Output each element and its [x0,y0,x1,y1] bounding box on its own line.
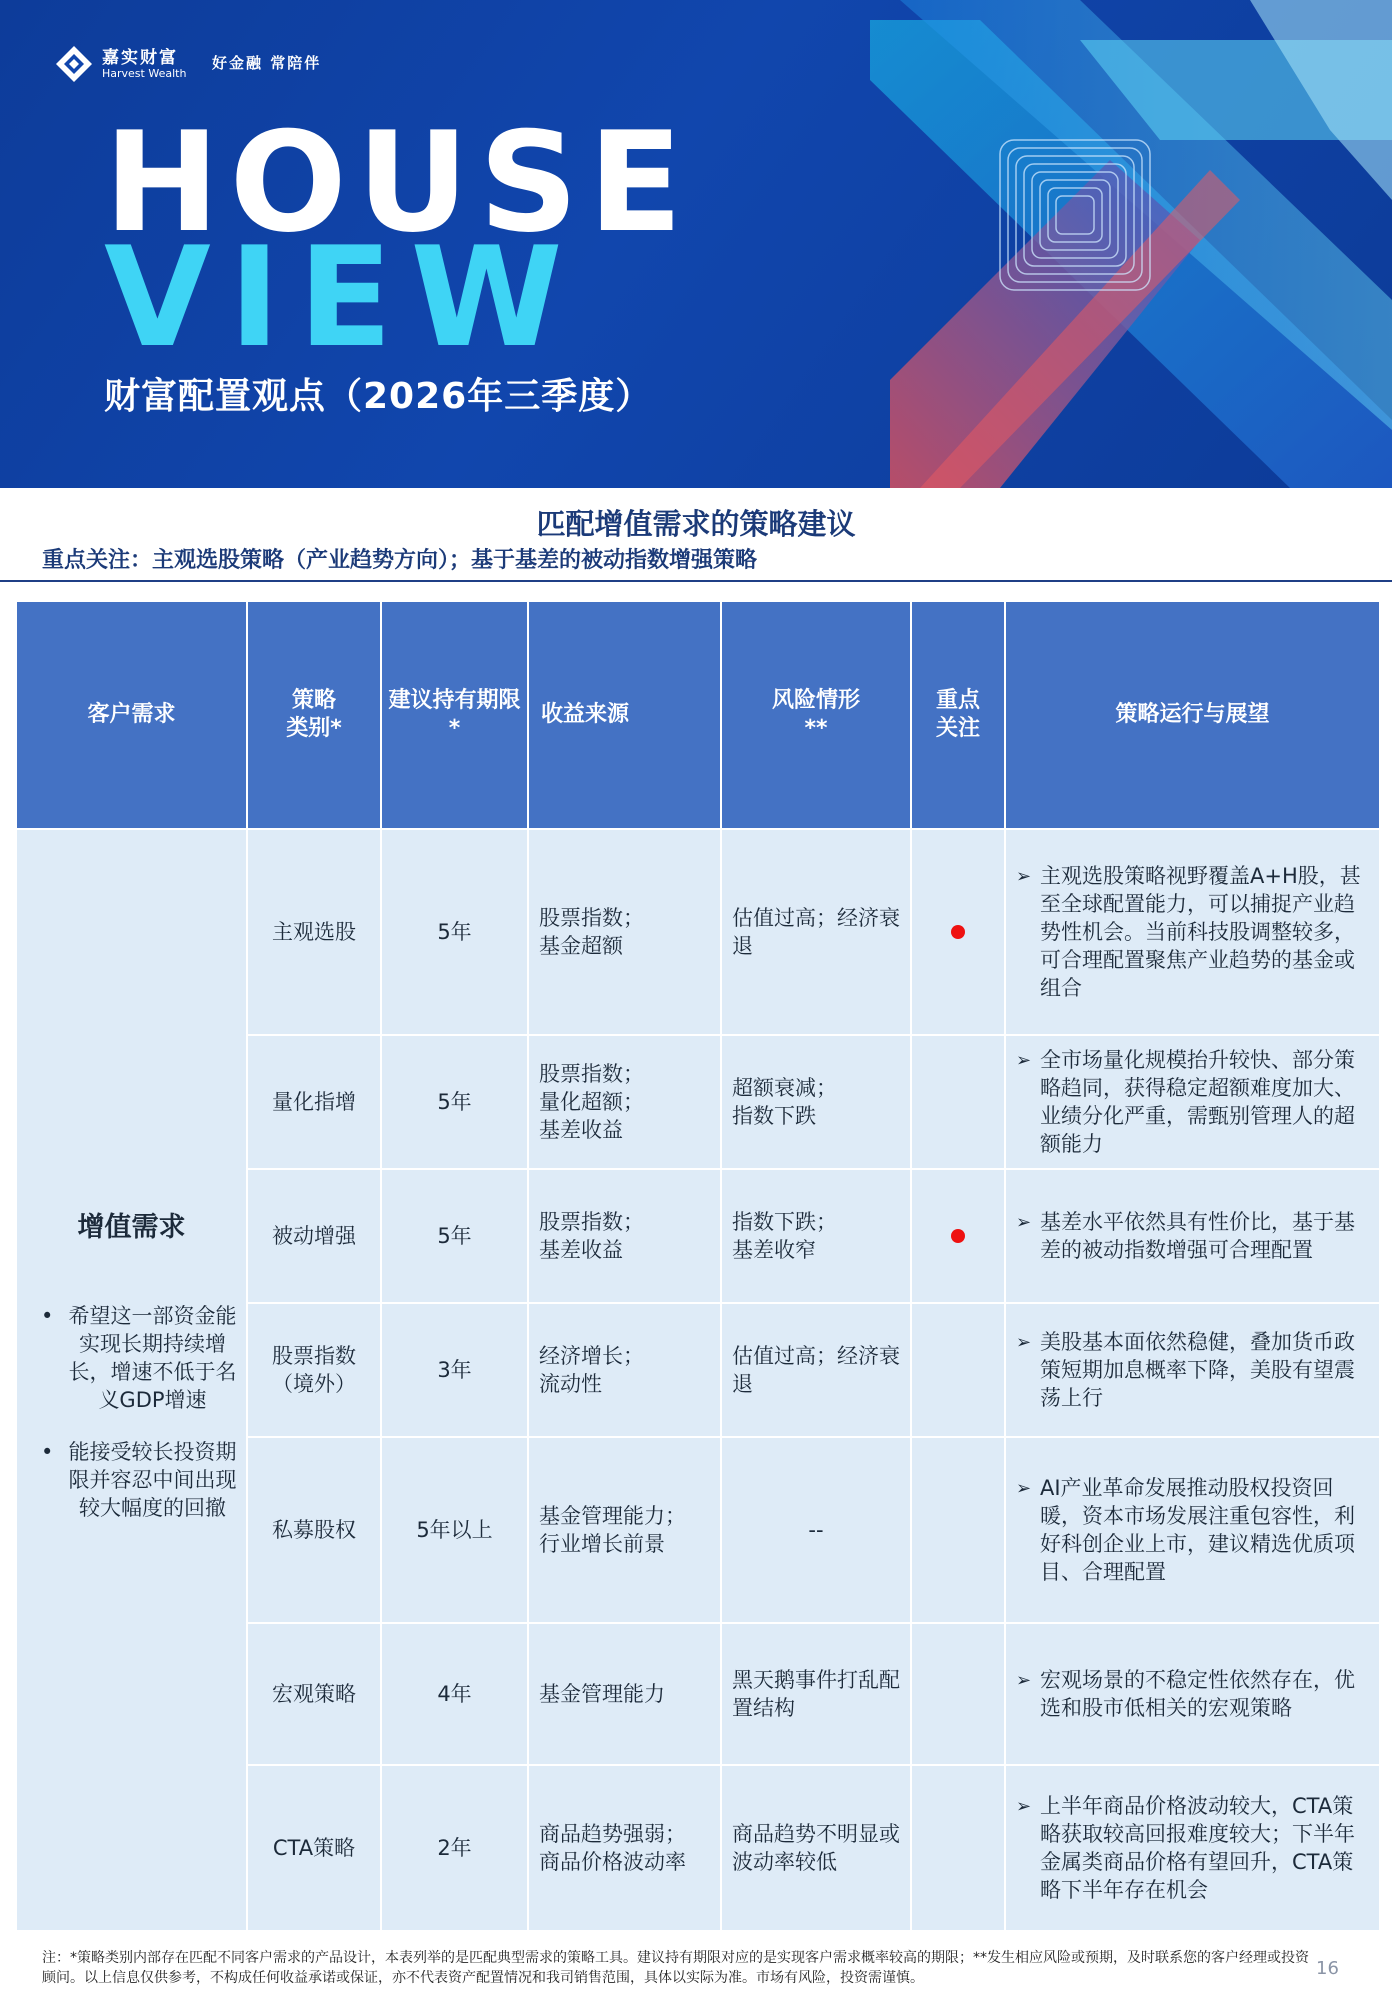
focus-dot-icon [951,925,965,939]
type-cell: 私募股权 [247,1437,381,1623]
type-cell: 被动增强 [247,1169,381,1303]
period-cell: 5年 [381,1169,528,1303]
strategy-table [15,600,1381,1932]
type-cell: CTA策略 [247,1765,381,1931]
risk-cell: 指数下跌； 基差收窄 [721,1169,911,1303]
arrow-bullet-icon: ➢ [1016,866,1032,887]
table-row [16,829,1380,1035]
risk-cell: 黑天鹅事件打乱配置结构 [721,1623,911,1765]
focus-cell [911,1169,1005,1303]
header-period: 建议持有期限* [381,601,528,829]
arrow-bullet-icon: ➢ [1016,1796,1032,1817]
source-cell: 基金管理能力 [528,1623,721,1765]
banner-title-view: VIEW [104,217,581,378]
risk-cell: 估值过高；经济衰退 [721,829,911,1035]
risk-cell: 估值过高；经济衰退 [721,1303,911,1437]
slogan: 好金融 常陪伴 [212,54,322,72]
type-cell: 股票指数（境外） [247,1303,381,1437]
type-cell: 主观选股 [247,829,381,1035]
arrow-bullet-icon: ➢ [1016,1332,1032,1353]
outlook-cell: ➢ 宏观场景的不稳定性依然存在，优选和股市低相关的宏观策略 [1005,1623,1380,1765]
outlook-cell: ➢ 基差水平依然具有性价比，基于基差的被动指数增强可合理配置 [1005,1169,1380,1303]
risk-cell: -- [721,1437,911,1623]
table-header-row [16,601,1380,829]
banner-title-house: HOUSE [104,102,693,263]
logo-en: Harvest Wealth [102,67,187,80]
header-type: 策略 类别* [247,601,381,829]
need-list [25,1302,238,1522]
period-cell: 3年 [381,1303,528,1437]
footnote: 注：*策略类别内部存在匹配不同客户需求的产品设计，本表列举的是匹配典型需求的策略工具。建议持有期限对应的是实现客户需求概率较高的期限；**发生相应风险或预期，及时联系您的客户经理或投资顾问。以上信息仅供参考，不构成任何收益承诺或保证，亦不代表资产配置情况和我司销售范围，具体以实际为准。市场有风险，投资需谨慎。 [42,1950,1309,1986]
source-cell: 股票指数； 基金超额 [528,829,721,1035]
source-cell: 股票指数； 量化超额； 基差收益 [528,1035,721,1169]
focus-dot-icon [951,1229,965,1243]
banner [0,0,1392,488]
need-point: • 能接受较长投资期限并容忍中间出现较大幅度的回撤 [41,1440,237,1520]
source-cell: 经济增长； 流动性 [528,1303,721,1437]
brand-logo [54,44,186,84]
arrow-bullet-icon: ➢ [1016,1670,1032,1691]
arrow-bullet-icon: ➢ [1016,1212,1032,1233]
harvest-logo-icon [54,44,94,84]
header-focus: 重点 关注 [911,601,1005,829]
source-cell: 商品趋势强弱； 商品价格波动率 [528,1765,721,1931]
type-cell: 宏观策略 [247,1623,381,1765]
source-cell: 股票指数； 基差收益 [528,1169,721,1303]
need-cell [16,829,247,1931]
focus-cell [911,829,1005,1035]
arrow-bullet-icon: ➢ [1016,1050,1032,1071]
header-source: 收益来源 [528,601,721,829]
period-cell: 5年 [381,829,528,1035]
outlook-cell: ➢ 上半年商品价格波动较大，CTA策略获取较高回报难度较大；下半年金属类商品价格有望回升，CTA策略下半年存在机会 [1005,1765,1380,1931]
period-cell: 5年 [381,1035,528,1169]
source-cell: 基金管理能力； 行业增长前景 [528,1437,721,1623]
focus-cell [911,1765,1005,1931]
outlook-cell: ➢ 主观选股策略视野覆盖A+H股，甚至全球配置能力，可以捕捉产业趋势性机会。当前科技股调整较多，可合理配置聚焦产业趋势的基金或组合 [1005,829,1380,1035]
table-body [16,829,1380,1931]
banner-subtitle: 财富配置观点（2026年三季度） [104,376,653,417]
outlook-cell: ➢ AI产业革命发展推动股权投资回暖，资本市场发展注重包容性，利好科创企业上市，建议精选优质项目、合理配置 [1005,1437,1380,1623]
outlook-cell: ➢ 全市场量化规模抬升较快、部分策略趋同，获得稳定超额难度加大、业绩分化严重，需甄别管理人的超额能力 [1005,1035,1380,1169]
focus-line: 重点关注：主观选股策略（产业趋势方向）；基于基差的被动指数增强策略 [42,548,758,573]
risk-cell: 超额衰减； 指数下跌 [721,1035,911,1169]
need-point: • 希望这一部资金能实现长期持续增长，增速不低于名义GDP增速 [41,1304,237,1412]
need-title: 增值需求 [77,1212,186,1243]
focus-cell [911,1437,1005,1623]
focus-cell [911,1623,1005,1765]
period-cell: 4年 [381,1623,528,1765]
type-cell: 量化指增 [247,1035,381,1169]
header-outlook: 策略运行与展望 [1005,601,1380,829]
focus-cell [911,1035,1005,1169]
outlook-cell: ➢ 美股基本面依然稳健，叠加货币政策短期加息概率下降，美股有望震荡上行 [1005,1303,1380,1437]
header-need: 客户需求 [16,601,247,829]
section-title: 匹配增值需求的策略建议 [536,507,856,541]
divider [0,580,1392,582]
logo-cn: 嘉实财富 [102,48,178,68]
focus-cell [911,1303,1005,1437]
period-cell: 5年以上 [381,1437,528,1623]
risk-cell: 商品趋势不明显或波动率较低 [721,1765,911,1931]
arrow-bullet-icon: ➢ [1016,1478,1032,1499]
page-number: 16 [1316,1958,1339,1979]
period-cell: 2年 [381,1765,528,1931]
header-risk: 风险情形 ** [721,601,911,829]
